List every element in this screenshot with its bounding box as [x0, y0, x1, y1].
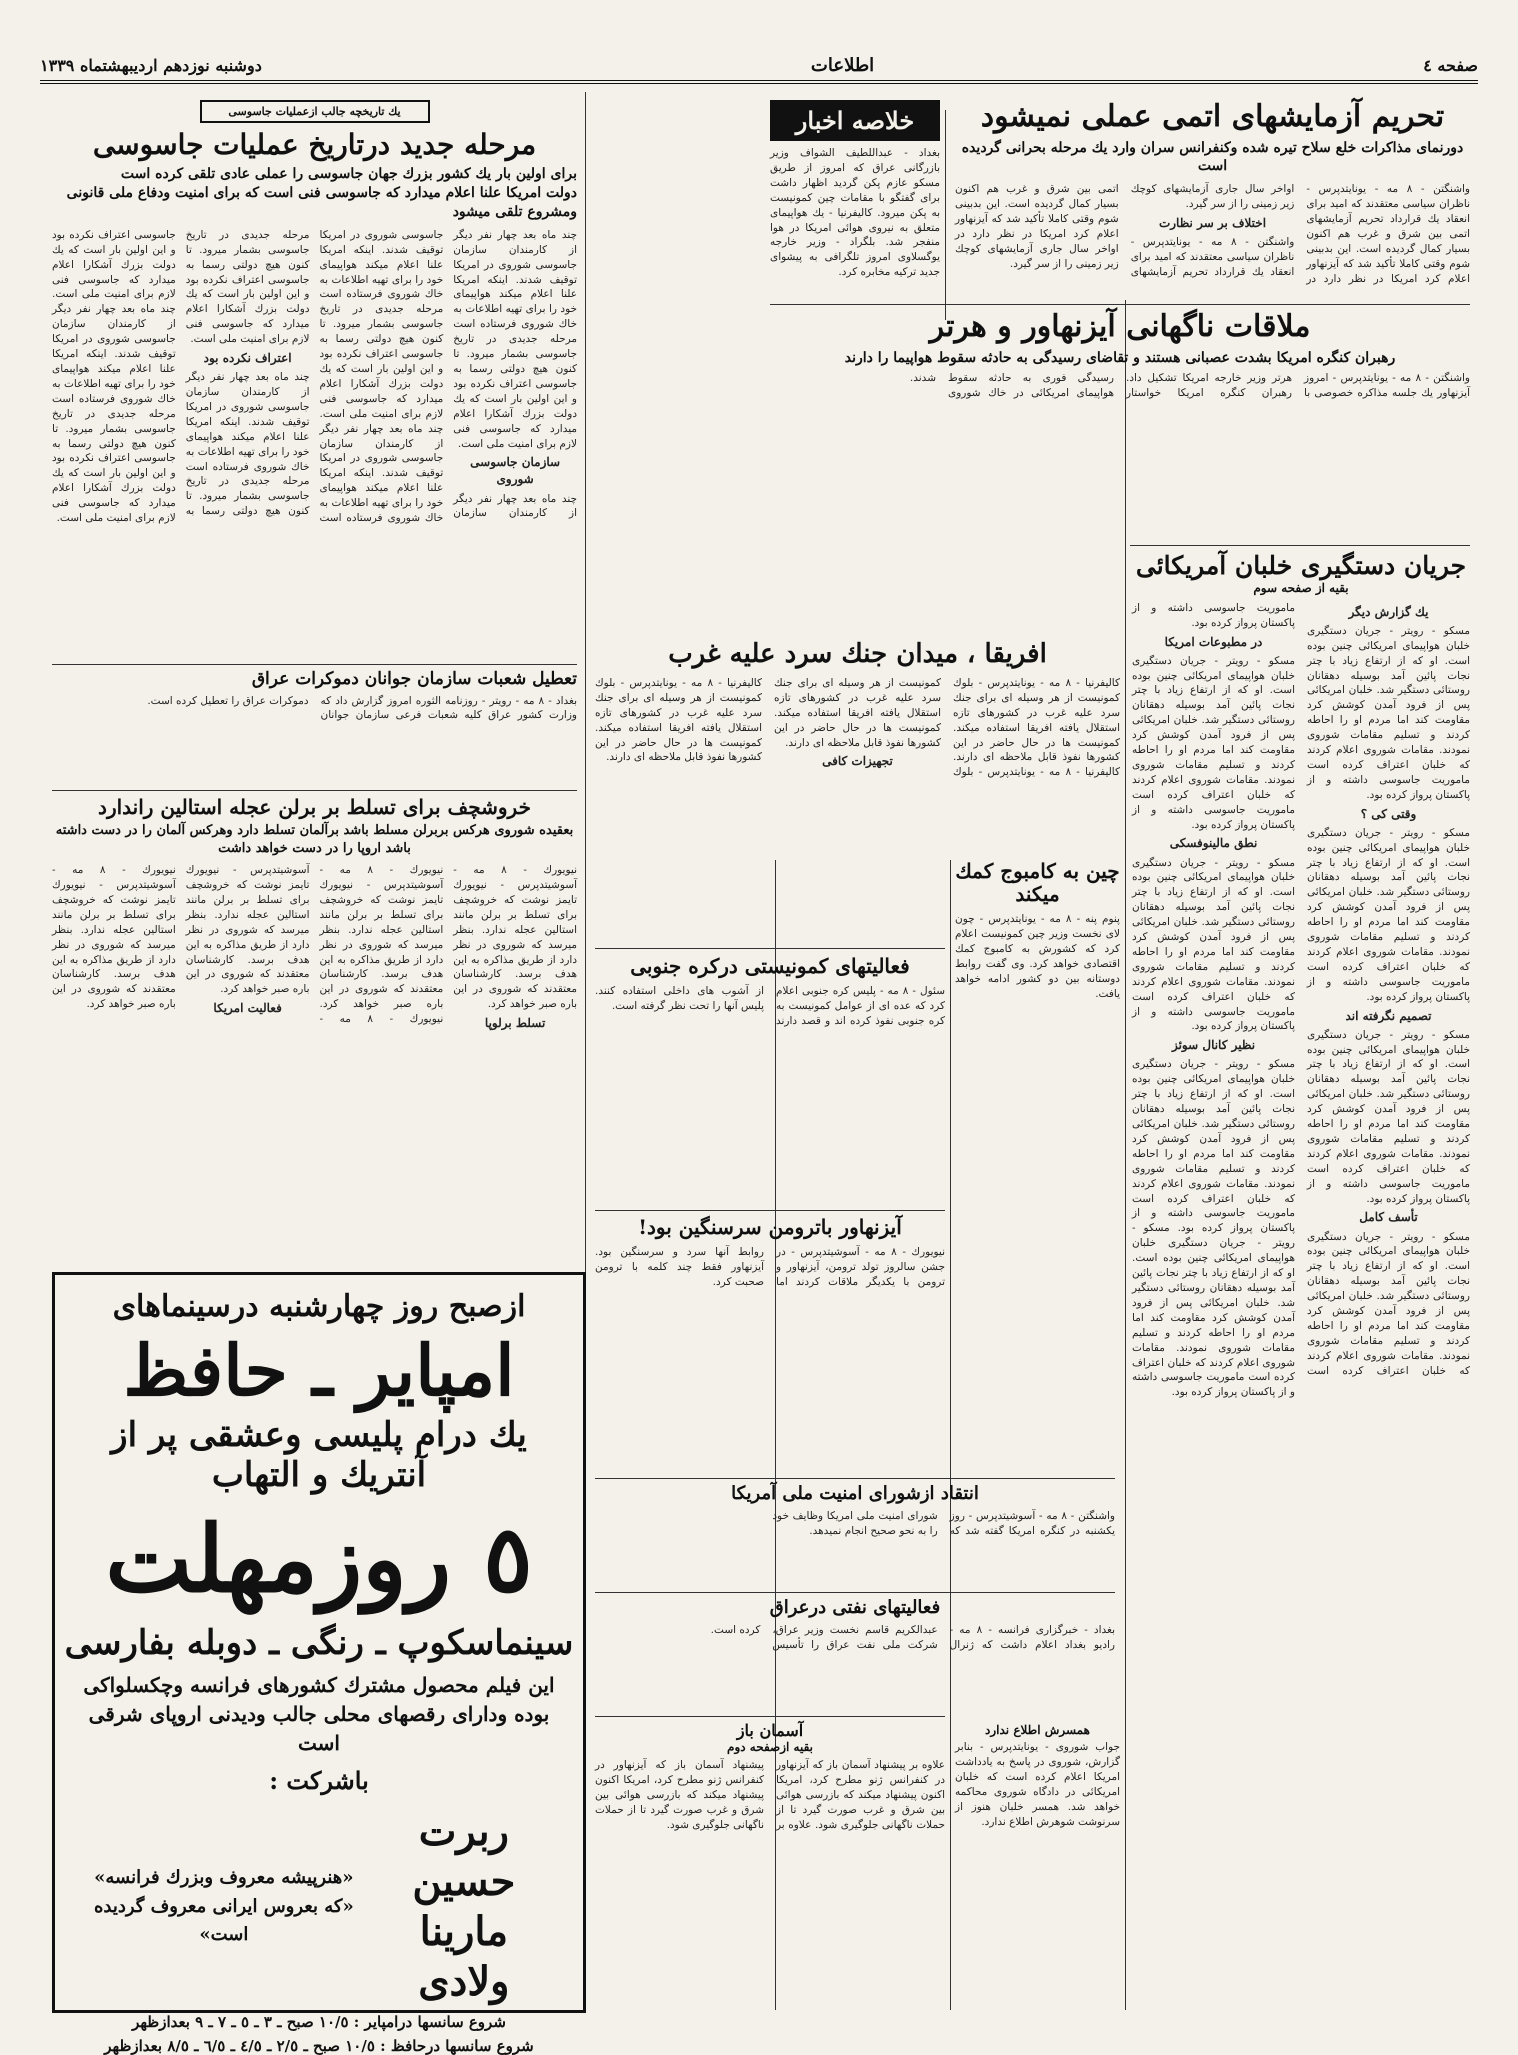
- lower-col-article: [955, 1720, 1120, 2005]
- china-headline: چین به کامبوج کمك میکند: [955, 859, 1120, 906]
- cinema-ad: [52, 1272, 586, 2055]
- ad-line4: آنتریك و التهاب: [211, 1455, 427, 1495]
- column-rule: [950, 860, 951, 2010]
- ad-star1-name: ربرت حسین: [412, 1808, 516, 1905]
- row-rule: [52, 790, 577, 791]
- arrest-subtitle: تأسف کامل: [1359, 1210, 1418, 1225]
- arrest-text: مسکو - رویتر - جریان دستگیری خلبان هواپیمای امریکائی چنین بوده است. او که از ارتفاع زیاد با چتر نجات پائین آمد بوسیله دهقانان روستائی دستگیر شد. خلبان امریکائی پس از فرود آمدن کوشش کرد مقاومت کند اما مردم او را احاطه کردند و تسلیم مقامات شوروی نمودند. مقامات شوروی اعلام کردند که خلبان اعتراف کرده است ماموریت جاسوسی داشته و از پاکستان پرواز کرده بود.: [1132, 601, 1470, 1377]
- atomic-subtitle: اختلاف بر سر نظارت: [1158, 216, 1267, 231]
- africa-text: کالیفرنیا - ٨ مه - یونایتدپرس - بلوك کمونیست از هر وسیله ای برای جنك سرد علیه غرب در کشورهای تازه استقلال یافته افریقا استفاده میکند. کمونیست ها در حال حاضر در این کشورها نفوذ قابل ملاحظه ای دارند.: [774, 676, 1121, 779]
- spy-headline: مرحله جدید درتاریخ عملیات جاسوسی: [92, 128, 537, 161]
- row-rule: [595, 1478, 1115, 1479]
- ad-film-title: ٥ روزمهلت: [105, 1505, 533, 1613]
- arrest-headline: جریان دستگیری خلبان آمریکائی: [1135, 551, 1467, 580]
- iraq-oil-body: بغداد - خبرگزاری فرانسه - ٨ مه - رادیو بغداد اعلام داشت که ژنرال عبدالکریم قاسم نخست وزیر عراق، شرکت ملی نفت عراق را تأسیس کرده است.: [710, 1623, 1115, 1651]
- khrushchev-article: [52, 796, 577, 1251]
- iraq-oil-article: [595, 1598, 1115, 1708]
- sky-text: علاوه بر پیشنهاد آسمان باز که آیزنهاور در کنفرانس ژنو مطرح کرد، امریکا اکنون پیشنهاد میکند که بازرسی هوائی بین شرق و غرب صورت گیرد تا از حملات ناگهانی جلوگیری شود.: [595, 1759, 812, 1832]
- spy-text: چند ماه بعد چهار نفر دیگر از کارمندان سازمان جاسوسی شوروی در امریکا توقیف شدند. اینکه امریکا علنا اعلام میکند هواپیمای خود را برای تهیه اطلاعات به خاك شوروی فرستاده است مرحله جدیدی در تاریخ جاسوسی بشمار میرود. تا کنون هیچ دولتی رسما به جاسوسی اعتراف نکرده بود و این اولین بار است که یك دولت بزرك آشکارا اعلام میدارد که جاسوسی فنی لازم برای امنیت ملی است.: [185, 228, 444, 525]
- ad-cinemas: امپایر ـ حافظ: [123, 1329, 515, 1412]
- arrest-text: مسکو - رویتر - جریان دستگیری خلبان هواپیمای امریکائی چنین بوده است. او که از ارتفاع زیاد با چتر نجات پائین آمد بوسیله دهقانان روستائی دستگیر شد. خلبان امریکائی پس از فرود آمدن کوشش کرد مقاومت کند اما مردم او را احاطه کردند و تسلیم مقامات شوروی نمودند. مقامات شوروی اعلام کردند که خلبان اعتراف کرده است ماموریت جاسوسی داشته و از پاکستان پرواز کرده بود.: [1132, 856, 1295, 1033]
- khrushchev-text: نیویورك - ٨ مه - آسوشیتدپرس - نیویورك تایمز نوشت که خروشچف برای تسلط بر برلن مانند استالین عجله ندارد. بنظر میرسد که شوروی در نظر دارد از طریق مذاکره به این هدف برسد. کارشناسان معتقدند که شوروی در این باره صبر خواهد کرد.: [319, 864, 444, 1011]
- sky-article: [595, 1722, 945, 2007]
- spy-subtitle: اعتراف نکرده بود: [203, 351, 292, 366]
- korea-headline: فعالیتهای کمونیستی درکره جنوبی: [630, 954, 910, 978]
- arrest-text: مسکو - رویتر - جریان دستگیری خلبان هواپیمای امریکائی چنین بوده است. او که از ارتفاع زیاد با چتر نجات پائین آمد بوسیله دهقانان روستائی دستگیر شد. خلبان امریکائی پس از فرود آمدن کوشش کرد مقاومت کند اما مردم او را احاطه کردند و تسلیم مقامات شوروی نمودند. مقامات شوروی اعلام کردند که خلبان اعتراف کرده است ماموریت جاسوسی داشته و از پاکستان پرواز کرده بود.: [1132, 1222, 1295, 1399]
- paper-name: اطلاعات: [810, 54, 875, 76]
- korea-article: [595, 955, 945, 1200]
- iraq-youth-body: بغداد - ٨ مه - رویتر - روزنامه الثوره امروز گزارش داد که وزارت کشور عراق کلیه شعبات فرعی سازمان جوانان دموکرات عراق را تعطیل کرده است.: [147, 694, 577, 722]
- arrest-subtitle: وقتی کی ؟: [1360, 806, 1417, 821]
- khrushchev-text: نیویورك - ٨ مه - آسوشیتدپرس - نیویورك تایمز نوشت که خروشچف برای تسلط بر برلن مانند استالین عجله ندارد. بنظر میرسد که شوروی در نظر دارد از طریق مذاکره به این هدف برسد. کارشناسان معتقدند که شوروی در این باره صبر خواهد کرد.: [185, 864, 444, 1026]
- row-rule: [1130, 545, 1470, 546]
- korea-body: سئول - ٨ مه - پلیس کره جنوبی اعلام کرد که عده ای از عوامل کمونیست به کره جنوبی نفوذ کرده اند و قصد دارند از آشوب های داخلی استفاده کنند. پلیس آنها را تحت نظر گرفته است.: [595, 985, 945, 1027]
- ad-tech: سینماسکوپ ـ رنگی ـ دوبله بفارسی: [64, 1623, 574, 1663]
- ad-with: باشرکت :: [269, 1766, 369, 1795]
- row-rule: [52, 664, 577, 665]
- security-body: واشنگتن - ٨ مه - آسوشیتدپرس - روز یکشنبه در کنگره امریکا گفته شد که شورای امنیت ملی امریکا وظایف خود را به نحو صحیح انجام نمیدهد.: [772, 1509, 1116, 1537]
- sky-text: علاوه بر پیشنهاد آسمان باز که آیزنهاور در کنفرانس ژنو مطرح کرد، امریکا اکنون پیشنهاد میکند که بازرسی هوائی بین شرق و غرب صورت گیرد تا از حملات ناگهانی جلوگیری شود.: [776, 1759, 946, 1832]
- column-rule: [1125, 300, 1126, 2010]
- africa-article: [595, 640, 1120, 850]
- africa-text: کالیفرنیا - ٨ مه - یونایتدپرس - بلوك کمونیست از هر وسیله ای برای جنك سرد علیه غرب در کشورهای تازه استقلال یافته افریقا استفاده میکند. کمونیست ها در حال حاضر در این کشورها نفوذ قابل ملاحظه ای دارند.: [595, 676, 763, 764]
- africa-subtitle: تجهیزات کافی: [822, 754, 893, 769]
- ad-star2-note: «که بعروس ایرانی معروف گردیده است»: [93, 1895, 354, 1946]
- africa-headline: افریقا ، میدان جنك سرد علیه غرب: [668, 639, 1047, 669]
- atomic-headline: تحریم آزمایشهای اتمی عملی نمیشود: [980, 99, 1445, 134]
- lower-col-subtitle: همسرش اطلاع ندارد: [985, 1723, 1090, 1737]
- ad-description: این فیلم محصول مشترك کشورهای فرانسه وچکسلواکی بوده ودارای رقصهای محلی جالب ودیدنی اروپای شرقی است: [83, 1673, 555, 1755]
- summary-article: [770, 100, 940, 300]
- spy-text: چند ماه بعد چهار نفر دیگر از کارمندان سازمان جاسوسی شوروی در امریکا توقیف شدند. اینکه امریکا علنا اعلام میکند هواپیمای خود را برای تهیه اطلاعات به خاك شوروی فرستاده است مرحله جدیدی در تاریخ جاسوسی بشمار میرود. تا کنون هیچ دولتی رسما به جاسوسی اعتراف نکرده بود و این اولین بار است که یك دولت بزرك آشکارا اعلام میدارد که جاسوسی فنی لازم برای امنیت ملی است.: [453, 228, 577, 450]
- ad-stars: [55, 1807, 583, 2007]
- china-article: [955, 860, 1120, 1180]
- africa-body: [595, 676, 1120, 836]
- issue-date: دوشنبه نوزدهم اردیبهشتماه ۱۳۳۹: [40, 55, 262, 75]
- iraq-youth-headline: تعطیل شعبات سازمان جوانان دموکرات عراق: [251, 669, 577, 689]
- summary-label: خلاصه اخبار: [770, 100, 940, 141]
- ad-star2-name: مارینا ولادی: [418, 1908, 510, 2005]
- security-article: [595, 1484, 1115, 1584]
- page-number: صفحه ٤: [1423, 55, 1478, 75]
- ad-star1: [369, 1807, 559, 2007]
- khrushchev-subtitle: تسلط برلوپا: [484, 1016, 546, 1031]
- sky-headline: آسمان باز: [736, 1721, 804, 1740]
- ad-star1-note: «هنرپیشه معروف وبزرك فرانسه»: [94, 1866, 354, 1888]
- africa-text: کالیفرنیا - ٨ مه - یونایتدپرس - بلوك کمونیست از هر وسیله ای برای جنك سرد علیه غرب در کشورهای تازه استقلال یافته افریقا استفاده میکند. کمونیست ها در حال حاضر در این کشورها نفوذ قابل ملاحظه ای دارند.: [953, 676, 1121, 764]
- atomic-subhead: دورنمای مذاکرات خلع سلاح تیره شده وکنفرانس سران وارد یك مرحله بحرانی گردیده است: [961, 139, 1464, 175]
- atomic-text: واشنگتن - ٨ مه - یونایتدپرس - ناظران سیاسی معتقدند که امید برای انعقاد یك قرارداد تحریم آزمایشهای اتمی بین شرق و غرب هم اکنون بسیار کمال گردیده است. این بدبینی شوم وقتی کاملا تأکید شد که آیزنهاور اعلام کرد امریکا در نظر دارد در اواخر سال جاری آزمایشهای کوچك زیر زمینی را از سر گیرد.: [1130, 183, 1471, 285]
- security-headline: انتقاد ازشورای امنیت ملی آمریکا: [731, 1483, 979, 1504]
- ad-line1: ازصبح روز چهارشنبه درسینماهای: [112, 1289, 526, 1324]
- arrest-body: [1132, 601, 1470, 1991]
- spy-text: چند ماه بعد چهار نفر دیگر از کارمندان سازمان جاسوسی شوروی در امریکا توقیف شدند. اینکه امریکا علنا اعلام میکند هواپیمای خود را برای تهیه اطلاعات به خاك شوروی فرستاده است مرحله جدیدی در تاریخ جاسوسی بشمار میرود. تا کنون هیچ دولتی رسما به جاسوسی اعتراف نکرده بود و این اولین بار است که یك دولت بزرك آشکارا اعلام میدارد که جاسوسی فنی لازم برای امنیت ملی است.: [52, 303, 176, 525]
- arrest-subtitle: در مطبوعات امریکا: [1164, 634, 1263, 649]
- row-rule: [595, 1210, 945, 1211]
- arrest-text: مسکو - رویتر - جریان دستگیری خلبان هواپیمای امریکائی چنین بوده است. او که از ارتفاع زیاد با چتر نجات پائین آمد بوسیله دهقانان روستائی دستگیر شد. خلبان امریکائی پس از فرود آمدن کوشش کرد مقاومت کند اما مردم او را احاطه کردند و تسلیم مقامات شوروی نمودند. مقامات شوروی اعلام کردند که خلبان اعتراف کرده است ماموریت جاسوسی داشته و از پاکستان پرواز کرده بود.: [1307, 1028, 1470, 1205]
- meeting-subhead: رهبران کنگره امریکا بشدت عصبانی هستند و تقاضای رسیدگی به حادثه سقوط هواپیما را دارند: [844, 349, 1396, 366]
- khrushchev-text: نیویورك - ٨ مه - آسوشیتدپرس - نیویورك تایمز نوشت که خروشچف برای تسلط بر برلن مانند استالین عجله ندارد. بنظر میرسد که شوروی در نظر دارد از طریق مذاکره به این هدف برسد. کارشناسان معتقدند که شوروی در این باره صبر خواهد کرد.: [52, 864, 176, 1011]
- masthead: [40, 50, 1478, 84]
- arrest-text: مسکو - رویتر - جریان دستگیری خلبان هواپیمای امریکائی چنین بوده است. او که از ارتفاع زیاد با چتر نجات پائین آمد بوسیله دهقانان روستائی دستگیر شد. خلبان امریکائی پس از فرود آمدن کوشش کرد مقاومت کند اما مردم او را احاطه کردند و تسلیم مقامات شوروی نمودند. مقامات شوروی اعلام کردند که خلبان اعتراف کرده است ماموریت جاسوسی داشته و از پاکستان پرواز کرده بود.: [1307, 826, 1470, 1003]
- arrest-text: مسکو - رویتر - جریان دستگیری خلبان هواپیمای امریکائی چنین بوده است. او که از ارتفاع زیاد با چتر نجات پائین آمد بوسیله دهقانان روستائی دستگیر شد. خلبان امریکائی پس از فرود آمدن کوشش کرد مقاومت کند اما مردم او را احاطه کردند و تسلیم مقامات شوروی نمودند. مقامات شوروی اعلام کردند که خلبان اعتراف کرده است ماموریت جاسوسی داشته و از پاکستان پرواز کرده بود.: [1132, 654, 1295, 831]
- sky-continued: بقیه ازصفحه دوم: [727, 1740, 813, 1755]
- spy-text: چند ماه بعد چهار نفر دیگر از کارمندان سازمان جاسوسی شوروی در امریکا توقیف شدند. اینکه امریکا علنا اعلام میکند هواپیمای خود را برای تهیه اطلاعات به خاك شوروی فرستاده است مرحله جدیدی در تاریخ جاسوسی بشمار میرود. تا کنون هیچ دولتی رسما به جاسوسی اعتراف نکرده بود و این اولین بار است که یك دولت بزرك آشکارا اعلام میدارد که جاسوسی فنی لازم برای امنیت ملی است.: [319, 228, 577, 520]
- eisenhower-headline: آیزنهاور باترومن سرسنگین بود!: [638, 1215, 902, 1239]
- eisenhower-article: [595, 1216, 945, 1466]
- meeting-body: واشنگتن - ٨ مه - یونایتدپرس - امروز آیزنهاور یك جلسه مذاکره خصوصی با هرتر وزیر خارجه امریکا تشکیل داد. رهبران کنگره امریکا خواستار رسیدگی فوری به حادثه سقوط هواپیمای امریکائی در خاك شوروی شدند.: [909, 372, 1471, 400]
- arrest-text: مسکو - رویتر - جریان دستگیری خلبان هواپیمای امریکائی چنین بوده است. او که از ارتفاع زیاد با چتر نجات پائین آمد بوسیله دهقانان روستائی دستگیر شد. خلبان امریکائی پس از فرود آمدن کوشش کرد مقاومت کند اما مردم او را احاطه کردند و تسلیم مقامات شوروی نمودند. مقامات شوروی اعلام کردند که خلبان اعتراف کرده است ماموریت جاسوسی داشته و از پاکستان پرواز کرده بود.: [1132, 1058, 1295, 1235]
- column-rule: [945, 110, 946, 320]
- row-rule: [770, 304, 1470, 305]
- row-rule: [595, 948, 945, 949]
- ad-line3: یك درام پلیسی وعشقی پر از: [111, 1415, 527, 1455]
- china-body: پنوم پنه - ٨ مه - یونایتدپرس - چون لای نخست وزیر چین کمونیست اعلام کرد که کشورش به کامبوج کمك اقتصادی خواهد کرد. وی گفت روابط دوستانه بین دو کشور ادامه خواهد یافت.: [955, 913, 1120, 1000]
- ad-times1: شروع سانسها درامپایر : ١٠/٥ صبح ـ ٣ ـ ٥ ـ ٧ ـ ٩ بعدازظهر: [132, 2013, 506, 2031]
- sky-body: [595, 1758, 945, 1833]
- meeting-article: [770, 310, 1470, 440]
- khrushchev-text: نیویورك - ٨ مه - آسوشیتدپرس - نیویورك تایمز نوشت که خروشچف برای تسلط بر برلن مانند استالین عجله ندارد. بنظر میرسد که شوروی در نظر دارد از طریق مذاکره به این هدف برسد. کارشناسان معتقدند که شوروی در این باره صبر خواهد کرد.: [453, 864, 577, 1011]
- iraq-youth-article: [52, 670, 577, 780]
- spy-body: [52, 228, 577, 658]
- atomic-body: [955, 182, 1470, 286]
- arrest-continued: بقیه از صفحه سوم: [1253, 580, 1349, 595]
- khrushchev-subtitle: فعالیت امریکا: [213, 1001, 282, 1016]
- atomic-text: واشنگتن - ٨ مه - یونایتدپرس - ناظران سیاسی معتقدند که امید برای انعقاد یك قرارداد تحریم آزمایشهای اتمی بین شرق و غرب هم اکنون بسیار کمال گردیده است. این بدبینی شوم وقتی کاملا تأکید شد که آیزنهاور اعلام کرد امریکا در نظر دارد در اواخر سال جاری آزمایشهای کوچك زیر زمینی را از سر گیرد.: [955, 183, 1295, 278]
- arrest-article: [1132, 552, 1470, 2007]
- spy-sub2: دولت امریکا علنا اعلام میدارد که جاسوسی فنی است که برای امنیت ودفاع ملی قانونی ومشروع تلقی میشود: [66, 185, 577, 220]
- ad-times2: شروع سانسها درحافظ : ١٠/٥ صبح ـ ٢/٥ ـ ٤/٥ ـ ٦/٥ ـ ٨/٥ بعدازظهر: [104, 2037, 534, 2055]
- arrest-subtitle: یك گزارش دیگر: [1348, 604, 1429, 619]
- arrest-subtitle: نظیر کانال سوئز: [1171, 1038, 1256, 1053]
- row-rule: [595, 1592, 1115, 1593]
- khrushchev-body: [52, 863, 577, 1233]
- khrushchev-headline: خروشچف برای تسلط بر برلن عجله استالین راندارد: [98, 795, 531, 819]
- ad-star-notes: [79, 1864, 369, 1950]
- atomic-article: [955, 100, 1470, 300]
- arrest-subtitle: تصمیم نگرفته اند: [1345, 1008, 1432, 1023]
- spy-box-title: یك تاریخچه جالب ازعملیات جاسوسی: [200, 100, 430, 123]
- spy-sub1: برای اولین بار یك کشور بزرك جهان جاسوسی را عملی عادی تلقی کرده است: [120, 166, 577, 183]
- spy-article: [52, 100, 577, 660]
- eisenhower-body: نیویورك - ٨ مه - آسوشیتدپرس - در جشن سالروز تولد ترومن، آیزنهاور و ترومن با یکدیگر ملاقات کردند اما روابط آنها سرد و سرسنگین بود. آیزنهاور فقط چند کلمه با ترومن صحبت کرد.: [595, 1246, 946, 1288]
- iraq-oil-headline: فعالیتهای نفتی درعراق: [769, 1597, 941, 1618]
- arrest-text: مسکو - رویتر - جریان دستگیری خلبان هواپیمای امریکائی چنین بوده است. او که از ارتفاع زیاد با چتر نجات پائین آمد بوسیله دهقانان روستائی دستگیر شد. خلبان امریکائی پس از فرود آمدن کوشش کرد مقاومت کند اما مردم او را احاطه کردند و تسلیم مقامات شوروی نمودند. مقامات شوروی اعلام کردند که خلبان اعتراف کرده است ماموریت جاسوسی داشته و از پاکستان پرواز کرده بود.: [1307, 624, 1470, 801]
- spy-text: چند ماه بعد چهار نفر دیگر از کارمندان سازمان جاسوسی شوروی در امریکا توقیف شدند. اینکه امریکا علنا اعلام میکند هواپیمای خود را برای تهیه اطلاعات به خاك شوروی فرستاده است مرحله جدیدی در تاریخ جاسوسی بشمار میرود. تا کنون هیچ دولتی رسما به جاسوسی اعتراف نکرده بود و این اولین بار است که یك دولت بزرك آشکارا اعلام میدارد که جاسوسی فنی لازم برای امنیت ملی است.: [52, 228, 310, 518]
- spy-subtitle: سازمان جاسوسی شوروی: [470, 455, 561, 487]
- meeting-headline: ملاقات ناگهانی آیزنهاور و هرتر: [929, 309, 1311, 344]
- khrushchev-subhead: بعقیده شوروی هرکس بربرلن مسلط باشد برآلمان تسلط دارد وهرکس آلمان را در دست داشته باشد اروپا را در دست خواهد داشت: [55, 823, 574, 856]
- arrest-subtitle: نطق مالینوفسکی: [1169, 836, 1258, 851]
- summary-body: بغداد - عبداللطیف الشواف وزیر بازرگانی عراق که امروز از طریق مسکو عازم پکن گردید اظهار داشت برای گفتگو با مقامات چین کمونیست به پکن میرود. کالیفرنیا - یك هواپیمای متعلق به نیروی هوائی امریکا در هوا منفجر شد. بلگراد - وزیر خارجه یوگسلاوی امروز تلگرافی به پیشوای جدید ترکیه مخابره کرد.: [770, 147, 940, 279]
- lower-col-body: جواب شوروی - یونایتدپرس - بنابر گزارش، شوروی در پاسخ به یادداشت امریکا اعلام کرده است که خلبان امریکائی در دادگاه شوروی محاکمه خواهد شد. همسر خلبان هنوز از سرنوشت شوهرش اطلاع ندارد.: [955, 1741, 1120, 1828]
- row-rule: [595, 1716, 945, 1717]
